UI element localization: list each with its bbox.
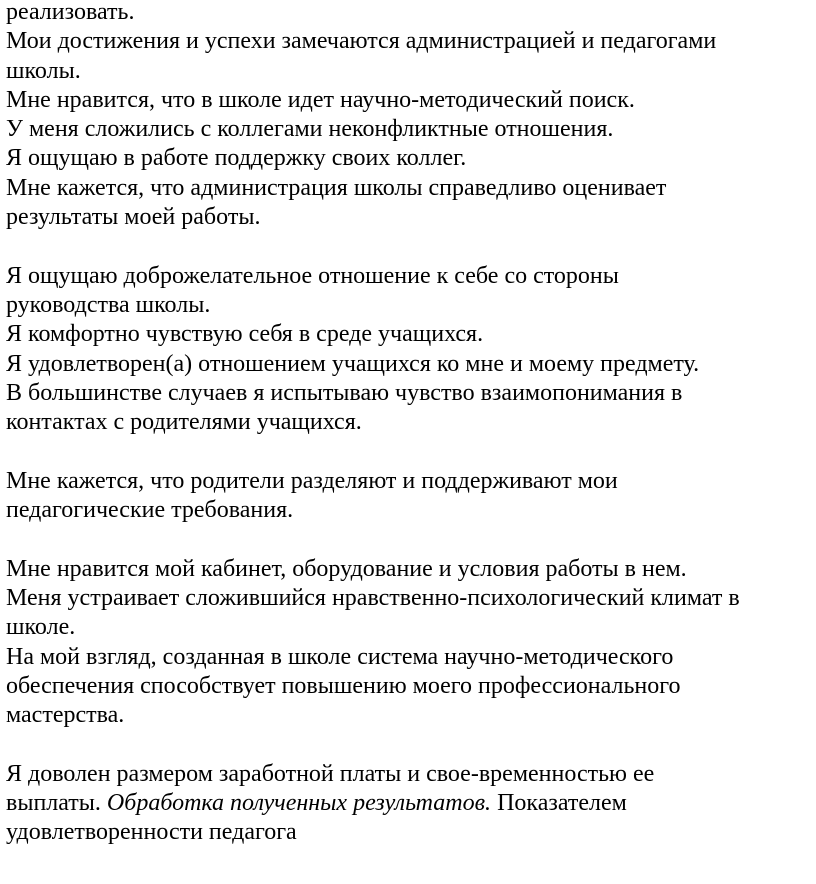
text-line: На мой взгляд, созданная в школе система научно-методического <box>6 643 674 670</box>
blank-line <box>6 232 814 261</box>
text-line: результаты моей работы. <box>6 204 261 231</box>
text-line: реализовать. <box>6 0 135 25</box>
text-line: удовлетворенности педагога <box>6 819 297 846</box>
text-line: мастерства. <box>6 702 125 729</box>
text-line: школе. <box>6 614 76 641</box>
text-line: Мне кажется, что родители разделяют и поддерживают мои <box>6 467 618 494</box>
text-line: школы. <box>6 57 81 84</box>
text-line: педагогические требования. <box>6 497 294 524</box>
text-line: Мне нравится, что в школе идет научно-методический поиск. <box>6 86 635 113</box>
text-line: Я комфортно чувствую себя в среде учащихся. <box>6 321 484 348</box>
text-line-mixed <box>6 789 814 818</box>
text-run: Показателем <box>491 790 627 817</box>
text-line: У меня сложились с коллегами неконфликтные отношения. <box>6 116 614 143</box>
blank-line <box>6 437 814 466</box>
text-line: Меня устраивает сложившийся нравственно-психологический климат в <box>6 584 740 611</box>
text-line: руководства школы. <box>6 291 211 318</box>
text-run: выплаты. <box>6 790 107 817</box>
text-line: контактах с родителями учащихся. <box>6 409 362 436</box>
text-line: Мне кажется, что администрация школы справедливо оценивает <box>6 174 667 201</box>
blank-line <box>6 730 814 759</box>
text-line: Я ощущаю в работе поддержку своих коллег. <box>6 145 467 172</box>
text-line: Мои достижения и успехи замечаются администрацией и педагогами <box>6 28 717 55</box>
text-line: обеспечения способствует повышению моего профессионального <box>6 672 681 699</box>
text-line: Я удовлетворен(а) отношением учащихся ко мне и моему предмету. <box>6 350 700 377</box>
document-page <box>6 0 814 848</box>
italic-heading: Обработка полученных результатов. <box>106 790 492 817</box>
text-line: Я ощущаю доброжелательное отношение к себе со стороны <box>6 262 619 289</box>
text-line: Мне нравится мой кабинет, оборудование и условия работы в нем. <box>6 555 687 582</box>
text-line: В большинстве случаев я испытываю чувство взаимопонимания в <box>6 379 683 406</box>
text-line: Я доволен размером заработной платы и свое-временностью ее <box>6 760 655 787</box>
blank-line <box>6 525 814 554</box>
